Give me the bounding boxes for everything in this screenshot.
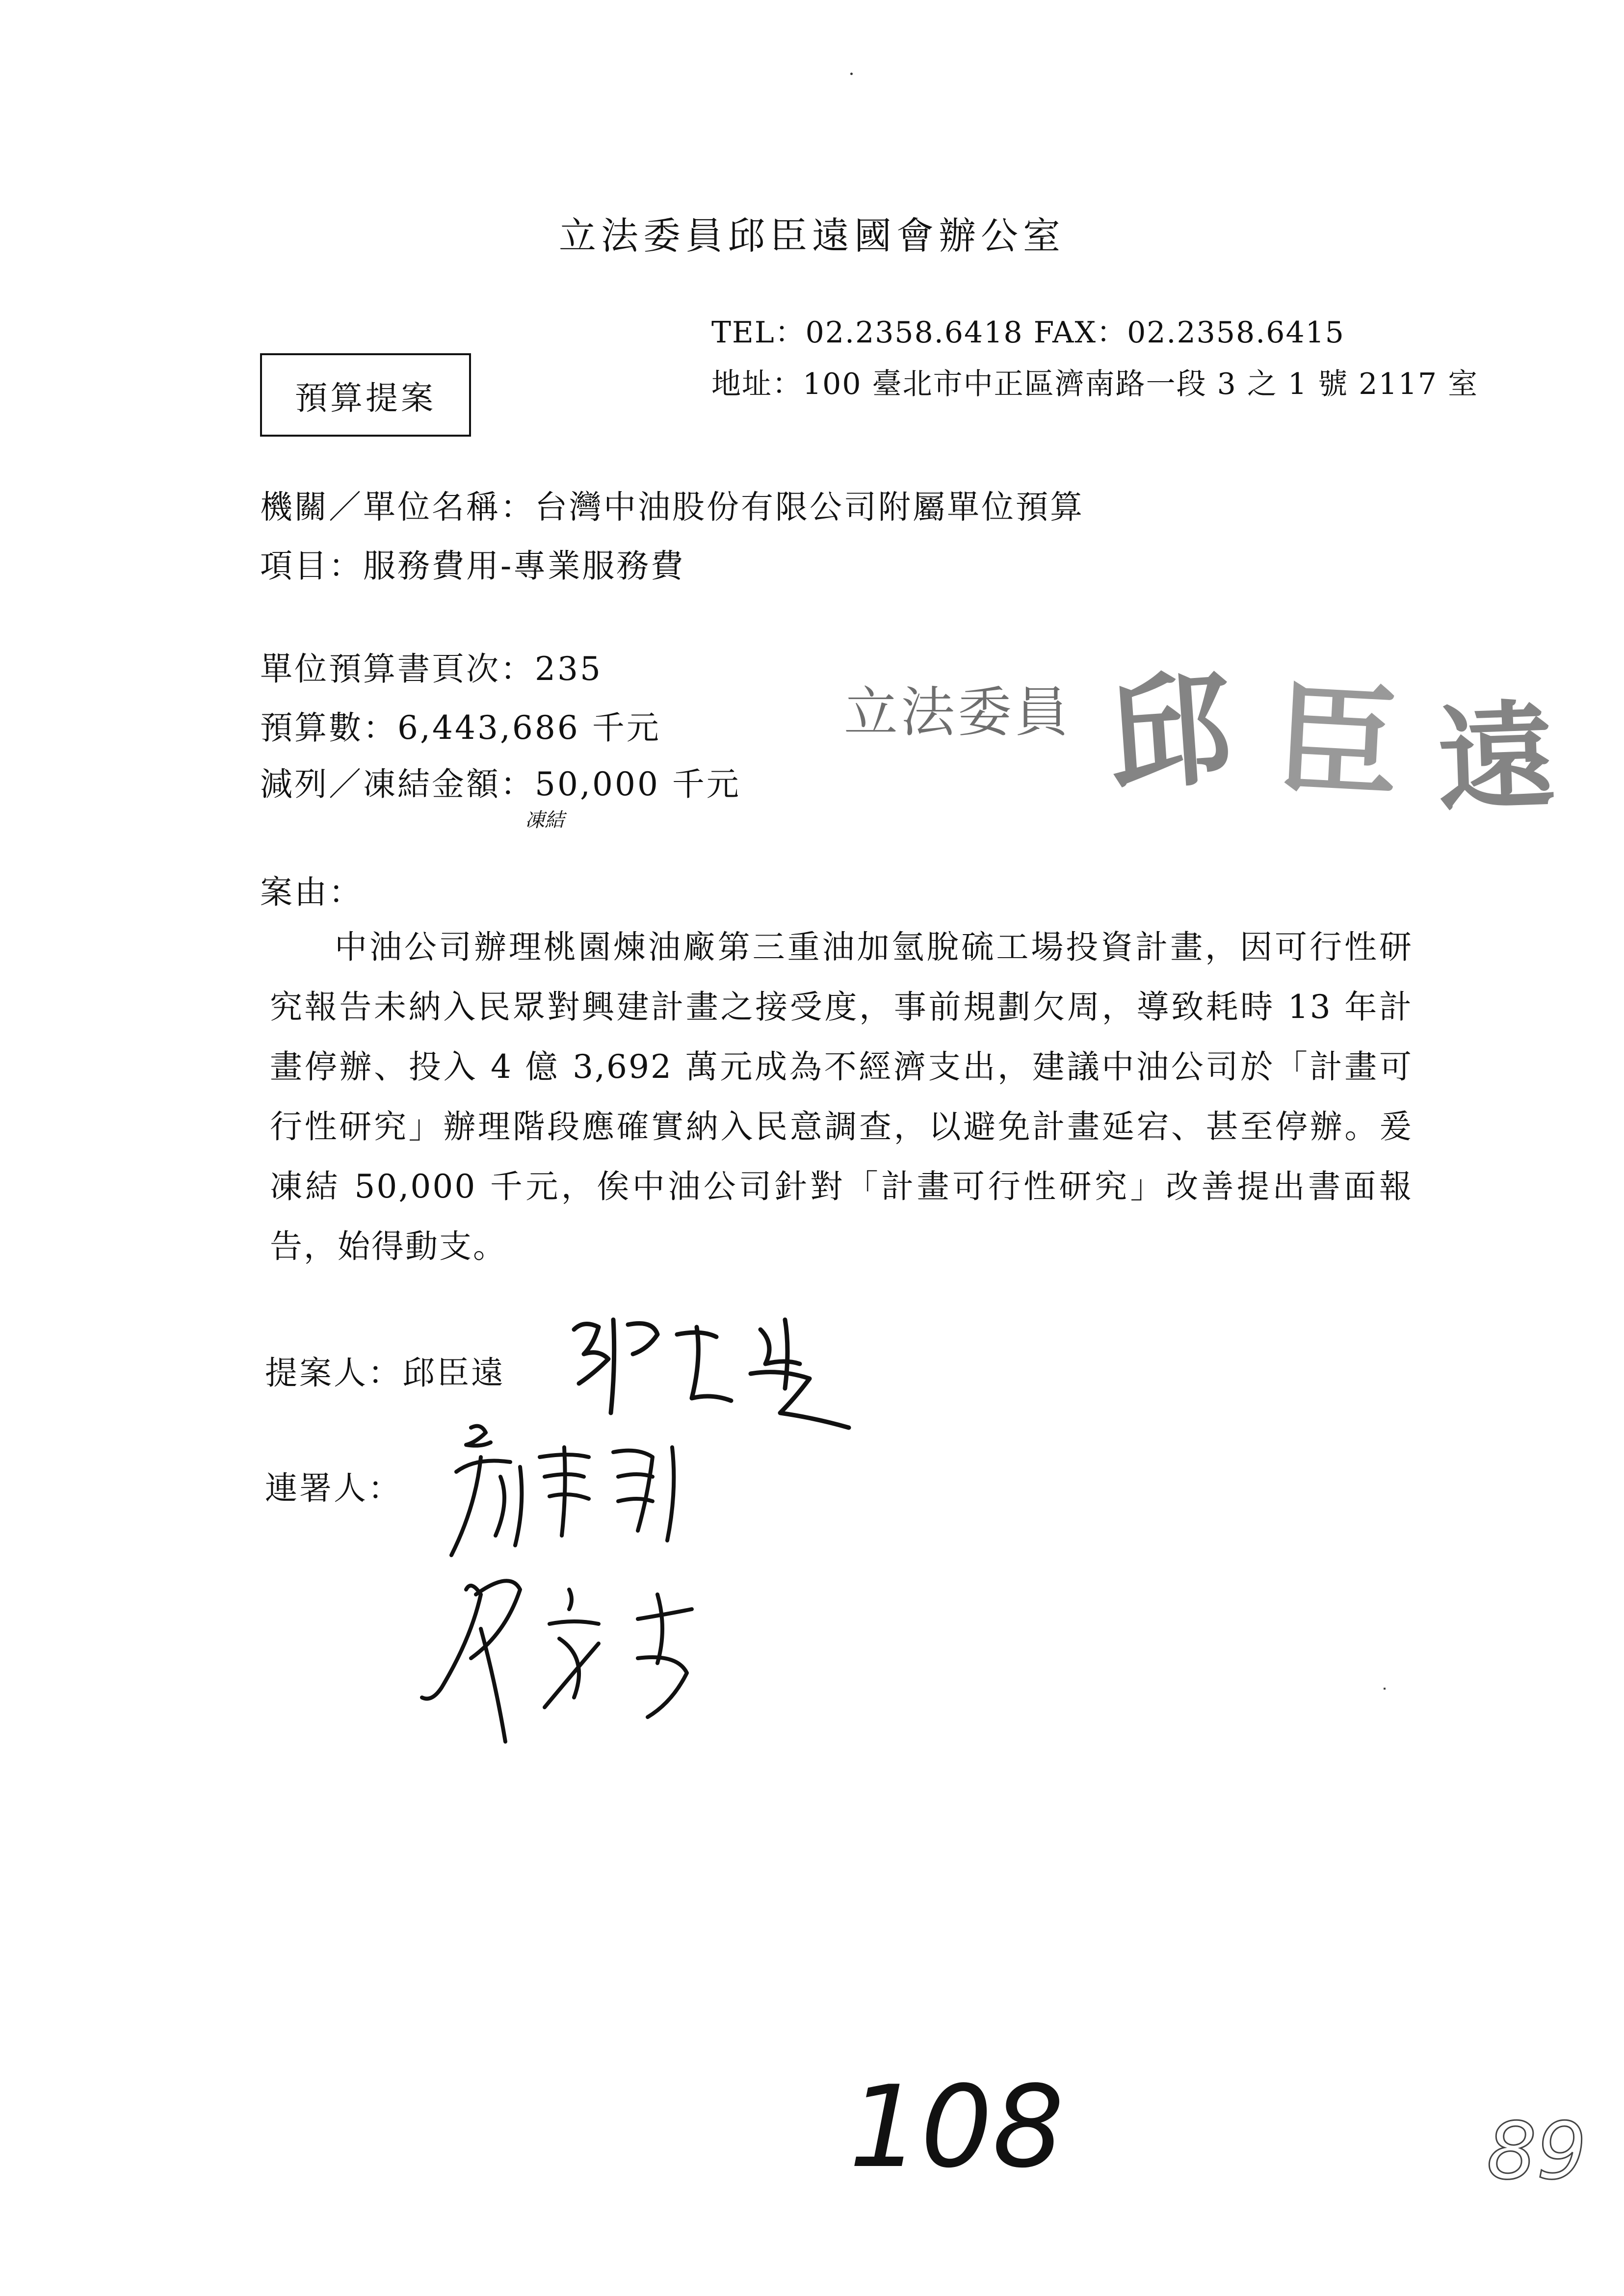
cosigner-signature-2 bbox=[412, 1560, 756, 1747]
case-body-text: 中油公司辦理桃園煉油廠第三重油加氫脫硫工場投資計畫，因可行性研究報告未納入民眾對興建計畫之接受度，事前規劃欠周，導致耗時 13 年計畫停辦、投入 4 億 3,692 萬元成為不經濟支出，建議中油公司於「計畫可行性研究」辦理階段應確實納入民意調查，以避免計畫延宕、甚至停辦。爰凍結 50,000 千元，俟中油公司針對「計畫可行性研究」改善提出書面報告，始得動支。 bbox=[270, 928, 1413, 1265]
page-number-large-text: 108 bbox=[849, 2062, 1064, 2193]
proposer-field: 提案人：邱臣遠 bbox=[265, 1354, 505, 1392]
stamp-name-char-1: 邱 bbox=[1103, 655, 1236, 809]
contact-tel-fax: TEL：02.2358.6418 FAX：02.2358.6415 bbox=[711, 315, 1345, 350]
budget-amount-field: 預算數：6,443,686 千元 bbox=[260, 709, 661, 747]
cosigner-signature-1 bbox=[442, 1418, 697, 1565]
item-field: 項目：服務費用-專業服務費 bbox=[260, 547, 685, 585]
case-label: 案由： bbox=[260, 873, 363, 911]
stamp-name-char-2: 臣 bbox=[1272, 666, 1402, 817]
proposal-type-label: 預算提案 bbox=[295, 379, 436, 417]
office-title: 立法委員邱臣遠國會辦公室 bbox=[559, 214, 1065, 258]
handwritten-sheet-number bbox=[1482, 2105, 1609, 2197]
legislator-seal-stamp bbox=[844, 655, 1570, 830]
budget-page-field: 單位預算書頁次：235 bbox=[260, 650, 602, 688]
agency-field: 機關／單位名稱：台灣中油股份有限公司附屬單位預算 bbox=[260, 488, 1084, 526]
proposal-type-box bbox=[260, 353, 471, 437]
cosigner-label: 連署人： bbox=[265, 1469, 402, 1507]
handwritten-freeze-note: 凍結 bbox=[525, 809, 564, 832]
stamp-name-char-3: 遠 bbox=[1435, 687, 1558, 830]
scan-speck bbox=[1384, 1688, 1386, 1690]
page-number-small-text: 89 bbox=[1487, 2105, 1587, 2197]
stamp-title-text: 立法委員 bbox=[844, 681, 1072, 744]
scan-speck bbox=[850, 73, 853, 75]
cut-freeze-amount-field: 減列／凍結金額：50,000 千元 bbox=[260, 765, 741, 803]
handwritten-page-number bbox=[844, 2056, 1064, 2193]
proposer-signature bbox=[554, 1300, 859, 1433]
contact-address: 地址：100 臺北市中正區濟南路一段 3 之 1 號 2117 室 bbox=[711, 367, 1479, 401]
case-body bbox=[270, 917, 1413, 1277]
